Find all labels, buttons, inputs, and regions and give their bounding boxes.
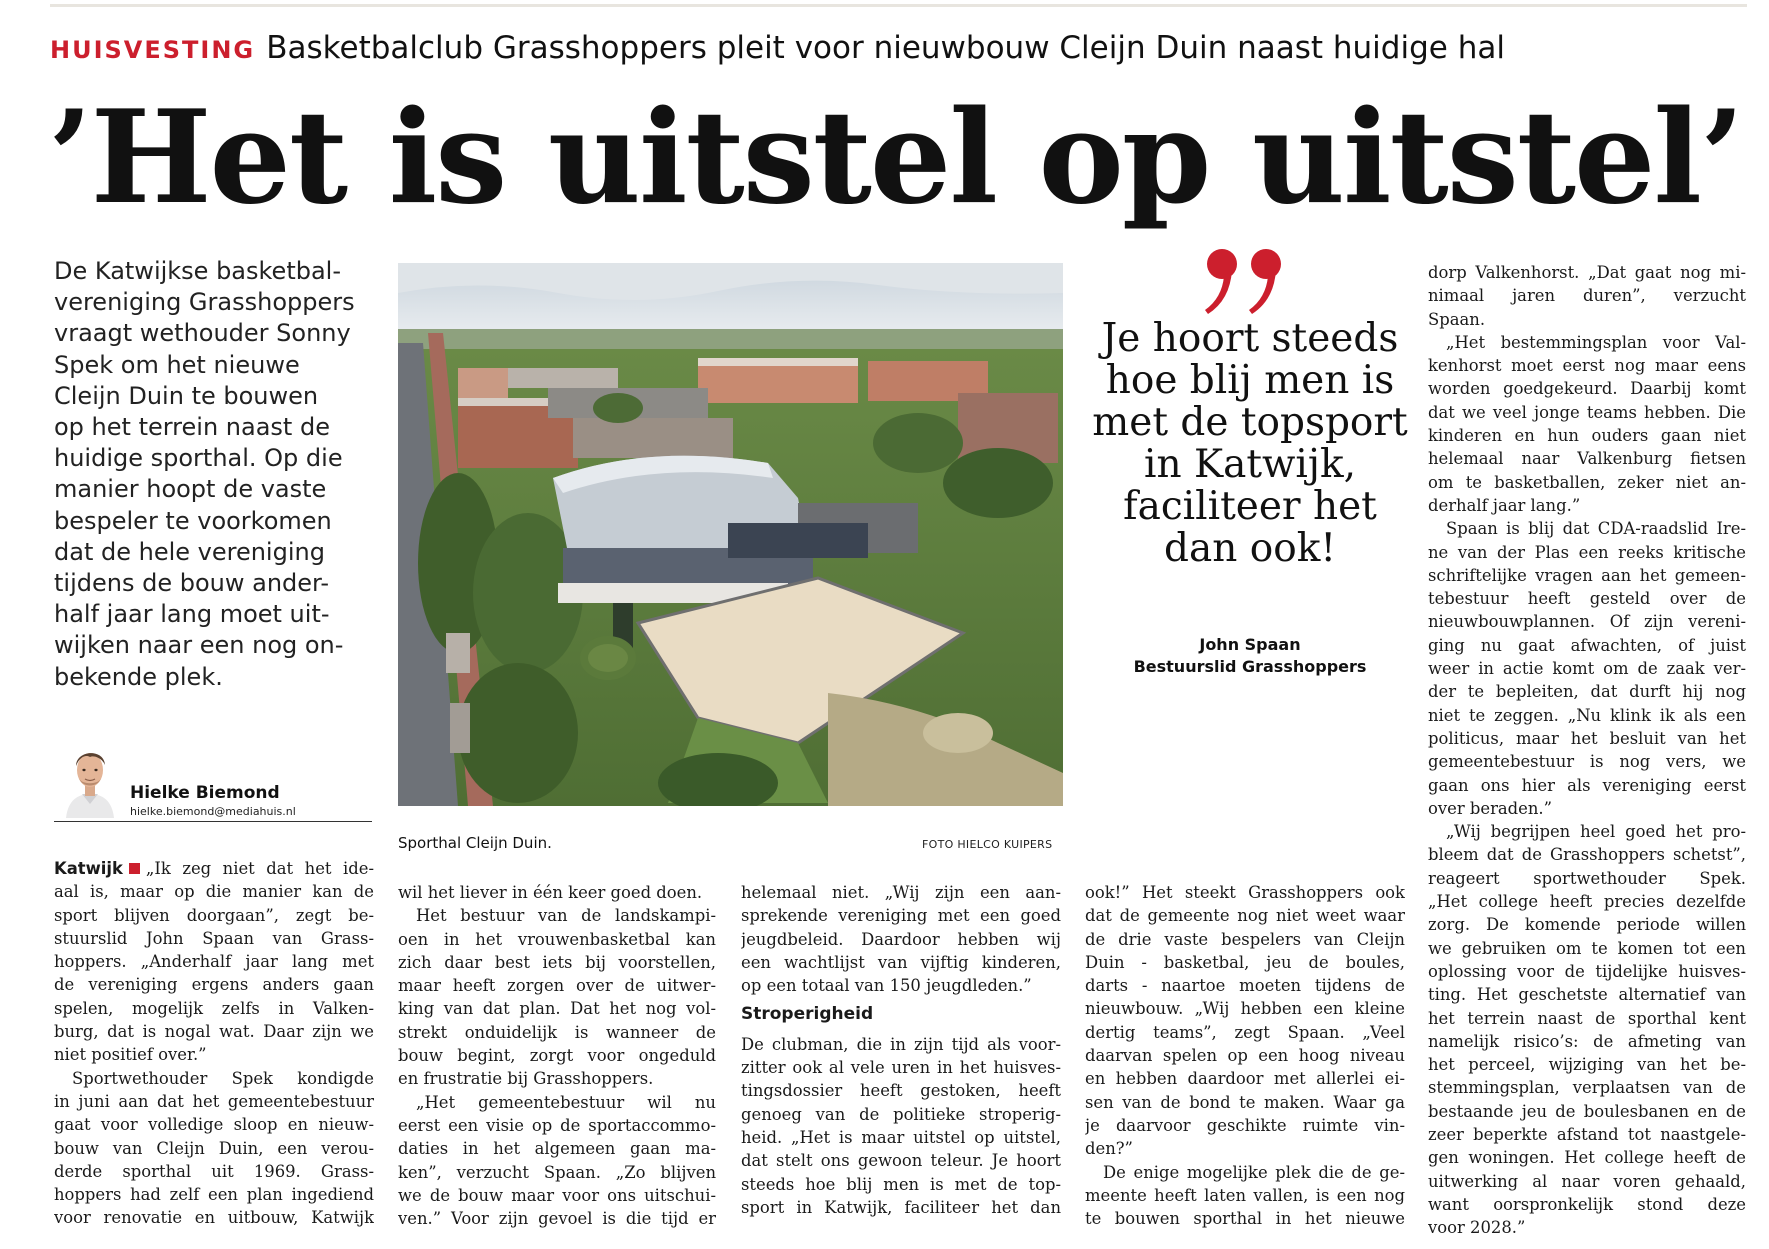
body-line: daarvan spelen op een hoog niveau xyxy=(1085,1046,1405,1066)
body-line: schriftelijke vragen aan het gemeen- xyxy=(1428,565,1746,585)
body-line: wil het liever in één keer goed doen. xyxy=(398,883,703,902)
body-line: sport blijven doorgaan”, zegt be- xyxy=(54,905,374,925)
body-column-3 xyxy=(741,881,1061,1219)
body-line: tingsdossier heeft gestoken, heeft xyxy=(741,1081,1061,1101)
photo-caption: Sporthal Cleijn Duin. xyxy=(398,834,552,852)
body-line: eerst een visie op de sportaccommo- xyxy=(398,1115,716,1135)
body-line: we de bouw maar voor ons uitschui- xyxy=(398,1185,716,1205)
dateline: Katwijk xyxy=(54,859,123,878)
body-line: politicus, maar het besluit van het xyxy=(1428,728,1746,748)
body-line: meente heeft laten vallen, is een nog xyxy=(1085,1185,1405,1205)
body-line: „Het bestemmingsplan voor Val- xyxy=(1446,332,1746,352)
body-line: daties in het algemeen gaan ma- xyxy=(398,1139,716,1159)
body-line: namelijk risico’s: de afmeting van xyxy=(1428,1031,1746,1051)
body-line: ven.” Voor zijn gevoel is die tijd er xyxy=(398,1209,716,1229)
body-line: zitter ook al vele uren in het huisves- xyxy=(741,1058,1061,1078)
pullquote-name: John Spaan xyxy=(1199,635,1301,654)
body-line: sen van de bond te maken. Waar ga xyxy=(1085,1092,1405,1112)
pullquote-line: faciliteer het xyxy=(1123,484,1377,529)
quote-mark-icon xyxy=(1196,240,1296,320)
intro-line: De Katwijkse basketbal- xyxy=(54,257,342,285)
body-line: gemeentebestuur is nog vers, we xyxy=(1428,752,1746,772)
body-line: heid. „Het is maar uitstel op uitstel, xyxy=(741,1127,1061,1147)
body-line xyxy=(54,857,374,880)
body-line: stemmingsplan, verplaatsen van de xyxy=(1428,1078,1746,1098)
body-line: der te bepleiten, dat durft hij nog xyxy=(1428,682,1746,702)
pullquote-line: dan ook! xyxy=(1164,526,1336,571)
body-line: derde sporthal uit 1969. Grass- xyxy=(54,1161,374,1181)
body-line: worden goedgekeurd. Daarbij komt xyxy=(1428,379,1746,399)
body-line: dat stelt ons gewoon teleur. Je hoort xyxy=(741,1151,1061,1171)
body-line: De clubman, die in zijn tijd als voor- xyxy=(741,1034,1061,1054)
body-line: want oorspronkelijk stond deze xyxy=(1428,1194,1746,1214)
body-line: over beraden.” xyxy=(1428,798,1553,818)
body-line: bestaande jeu de boulesbanen en de xyxy=(1428,1101,1746,1121)
pullquote-line: met de topsport xyxy=(1092,400,1408,445)
body-line: nieuwbouwplannen. Of zijn vereni- xyxy=(1428,612,1746,632)
body-line: en frustratie bij Grasshoppers. xyxy=(398,1069,654,1089)
body-line: en hebben daardoor met allerlei ei- xyxy=(1085,1069,1405,1089)
top-rule xyxy=(50,4,1747,7)
body-line-text: „Ik zeg niet dat het ide- xyxy=(145,859,374,878)
body-line: oen in het vrouwenbasketbal kan xyxy=(398,929,716,949)
body-line: maar heeft zorgen over de uitwer- xyxy=(398,976,716,996)
intro-line: manier hoopt de vaste xyxy=(54,475,327,504)
body-line: dat de gemeente nog niet weet waar xyxy=(1085,906,1405,926)
body-line: voor 2028.” xyxy=(1428,1218,1526,1238)
body-line: zich daar best iets bij voorstellen, xyxy=(398,952,716,972)
body-line: „Het college heeft precies dezelfde xyxy=(1428,892,1746,912)
body-line: jeugdbeleid. Daardoor hebben wij xyxy=(741,929,1061,949)
body-line: uitwerking al naar voren gehaald, xyxy=(1428,1171,1746,1191)
body-line: dorp Valkenhorst. „Dat gaat nog mi- xyxy=(1428,263,1746,282)
body-line: hoppers. „Anderhalf jaar lang met xyxy=(54,952,374,972)
intro-line: dat de hele vereniging xyxy=(54,537,325,566)
section-subhead: Stroperigheid xyxy=(741,1004,874,1025)
body-line: bleem dat de Grasshoppers schetst”, xyxy=(1428,845,1746,865)
body-line: strekt onduidelijk is wanneer de xyxy=(398,1022,716,1042)
author-email: hielke.biemond@mediahuis.nl xyxy=(130,805,296,818)
body-line: dertig teams”, zegt Spaan. „Veel xyxy=(1085,1022,1405,1042)
body-line: aal is, maar op die manier kan de xyxy=(54,882,374,902)
body-line: hoppers had zelf een plan ingediend xyxy=(54,1185,374,1205)
pullquote-line: hoe blij men is xyxy=(1105,358,1395,403)
body-line: helemaal niet. „Wij zijn een aan- xyxy=(741,883,1061,902)
body-line: sprekende vereniging met een goed xyxy=(741,906,1061,926)
body-line: het perceel, wijziging van het be- xyxy=(1428,1055,1746,1075)
body-line: darts - naartoe moeten tijdens de xyxy=(1085,976,1405,996)
intro-line: Spek om het nieuwe xyxy=(54,350,300,379)
body-line: in juni aan dat het gemeentebestuur xyxy=(54,1091,374,1111)
body-line: den?” xyxy=(1085,1139,1133,1159)
body-line: te bouwen sporthal in het nieuwe xyxy=(1085,1209,1405,1229)
body-line: sport in Katwijk, faciliteer het dan xyxy=(741,1197,1061,1217)
body-line: Spaan. xyxy=(1428,309,1486,329)
body-line: ook!” Het steekt Grasshoppers ook xyxy=(1085,883,1405,902)
body-line: weer in actie komt om de zaak ver- xyxy=(1428,659,1746,679)
body-line: nieuwbouw. „Wij hebben een kleine xyxy=(1085,999,1405,1019)
body-line: king van dat plan. Dat het nog vol- xyxy=(398,999,716,1019)
body-line: gaat voor volledige sloop en nieuw- xyxy=(54,1115,374,1135)
body-line: de vereniging ergens anders gaan xyxy=(54,975,374,995)
body-line: gaan ons hier als vereniging eerst xyxy=(1428,775,1746,795)
headline: ’Het is uitstel op uitstel’ xyxy=(48,83,1743,233)
intro-line: vraagt wethouder Sonny xyxy=(54,319,351,348)
body-column-4 xyxy=(1085,881,1405,1230)
intro-line: Cleijn Duin te bouwen xyxy=(54,381,319,410)
body-line: tebestuur heeft gesteld over de xyxy=(1428,589,1746,609)
intro-line: bekende plek. xyxy=(54,662,223,691)
body-line: Sportwethouder Spek kondigde xyxy=(72,1068,374,1088)
body-line: stuurslid John Spaan van Grass- xyxy=(54,928,374,948)
intro-line: vereniging Grasshoppers xyxy=(54,288,355,317)
body-line: zeer beperkte afstand tot naastgele- xyxy=(1428,1124,1746,1144)
body-line: helemaal naar Valkenburg fietsen xyxy=(1428,449,1746,469)
body-line: steeds hoe blij men is met de top- xyxy=(741,1174,1061,1194)
body-column-1 xyxy=(54,857,374,1230)
body-line: Duin - basketbal, jeu de boules, xyxy=(1085,952,1405,972)
body-line: derhalf jaar lang.” xyxy=(1428,495,1581,515)
body-line: dat we veel jonge teams hebben. Die xyxy=(1428,402,1746,422)
body-line: op een totaal van 150 jeugdleden.” xyxy=(741,976,1032,996)
body-column-5 xyxy=(1428,261,1746,1239)
pullquote-role: Bestuurslid Grasshoppers xyxy=(1133,657,1367,676)
kicker-row xyxy=(50,30,1750,70)
body-line: oplossing voor de tijdelijke huisves- xyxy=(1428,961,1746,981)
author-name: Hielke Biemond xyxy=(130,783,280,803)
body-line: ting. Het geschetste alternatief van xyxy=(1428,985,1746,1005)
subheadline: Basketbalclub Grasshoppers pleit voor nieuwbouw Cleijn Duin naast huidige hal xyxy=(266,30,1505,66)
body-line: Het bestuur van de landskampi- xyxy=(416,906,716,926)
dateline-square xyxy=(129,863,140,874)
body-line: kenhorst moet eerst nog maar eens xyxy=(1428,356,1746,376)
body-line: zorg. De komende periode willen xyxy=(1428,915,1746,935)
body-line: genoeg van de politieke stroperig- xyxy=(741,1104,1061,1124)
body-line: we gebruiken om te komen tot een xyxy=(1428,938,1746,958)
photo-credit: FOTO HIELCO KUIPERS xyxy=(922,838,1053,851)
body-line: De enige mogelijke plek die de ge- xyxy=(1103,1162,1405,1182)
body-line: kinderen en hun ouders gaan niet xyxy=(1428,426,1746,446)
pullquote-line: Je hoort steeds xyxy=(1101,316,1399,361)
author-byline xyxy=(54,738,372,822)
author-avatar xyxy=(60,738,120,818)
intro-line: bespeler te voorkomen xyxy=(54,506,332,535)
body-line: de drie vaste bespelers van Cleijn xyxy=(1085,929,1405,949)
body-line: niet te zeggen. „Nu klink ik als een xyxy=(1428,705,1746,725)
body-line: reageert sportwethouder Spek. xyxy=(1428,868,1746,888)
pullquote-text xyxy=(1080,318,1420,570)
body-line: spelen, mogelijk zelfs in Valken- xyxy=(54,998,374,1018)
body-line: niet positief over.” xyxy=(54,1045,207,1065)
body-line: het terrein naast de sporthal kent xyxy=(1428,1008,1746,1028)
intro-line: wijken naar een nog on- xyxy=(54,631,344,660)
intro-line: tijdens de bouw ander- xyxy=(54,569,330,598)
body-line: bouw van Cleijn Duin, een verou- xyxy=(54,1138,374,1158)
body-line: je daarvoor geschikte ruimte vin- xyxy=(1085,1115,1405,1135)
section-kicker: HUISVESTING xyxy=(50,36,256,64)
intro-line: huidige sporthal. Op die xyxy=(54,444,343,473)
body-line: „Wij begrijpen heel goed het pro- xyxy=(1446,822,1746,842)
intro-paragraph xyxy=(54,256,374,693)
body-line: voor renovatie en uitbouw, Katwijk xyxy=(54,1208,374,1228)
intro-line: half jaar lang moet uit- xyxy=(54,600,330,629)
aerial-photo-sporthal xyxy=(398,263,1063,806)
body-line: nimaal jaren duren”, verzucht xyxy=(1428,286,1746,306)
body-line: Spaan is blij dat CDA-raadslid Ire- xyxy=(1446,519,1746,539)
body-line: om te basketballen, zeker niet an- xyxy=(1428,472,1746,492)
intro-line: op het terrein naast de xyxy=(54,413,330,442)
body-line: bouw begint, zorgt voor ongeduld xyxy=(398,1046,716,1066)
body-line: ne van der Plas een reeks kritische xyxy=(1428,542,1746,562)
body-line: burg, dat is nogal wat. Daar zijn we xyxy=(54,1022,374,1042)
body-line: ken”, verzucht Spaan. „Zo blijven xyxy=(398,1162,716,1182)
body-line: gen woningen. Het college heeft de xyxy=(1428,1148,1746,1168)
body-line: ging nu gaat afwachten, of juist xyxy=(1428,635,1746,655)
pullquote-line: in Katwijk, xyxy=(1143,442,1357,487)
body-column-2 xyxy=(398,881,716,1230)
body-line: een wachtlijst van vijftig kinderen, xyxy=(741,952,1061,972)
body-line: „Het gemeentebestuur wil nu xyxy=(416,1092,716,1112)
